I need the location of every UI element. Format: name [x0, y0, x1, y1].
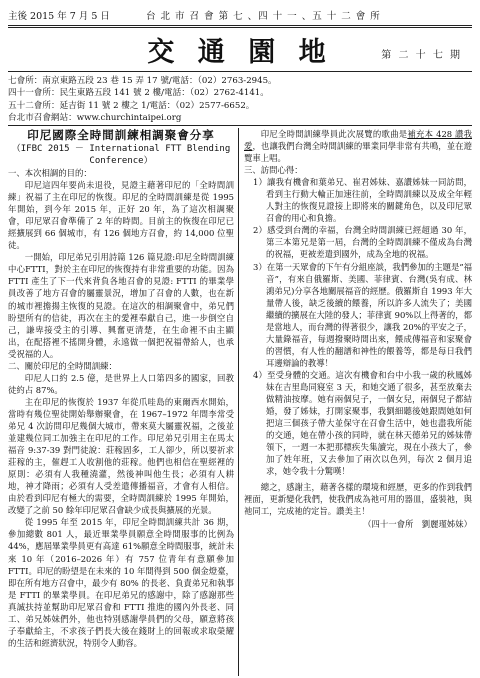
left-column	[8, 128, 234, 649]
reflection-item-2: 2）感受到台灣的幸福，台灣全時間訓練已經超過 30 年，第三本第兄是第一屆，台灣的全時間訓練不僅成為台灣的祝福，更被差遣到國外，成為全地的祝福。	[253, 225, 472, 260]
header-rule-top	[8, 25, 472, 26]
section-1-paragraph-2: 一開始，印尼弟兄引用詩篇 126 篇見證:印尼全時間訓練中心FTTI，對於主在印尼的恢復持有非常重要的功能。因為 FTTI 產生了下一代來背負各地召會的見證: FTTI 的畢業學員改善了地方召會的屬靈景況，增加了召會的人數，也在新的城市裡擔揚主恢復的見證。在這次的相調聚會中，弟兄們盼望所有的信徒，再次在主的愛裡奉獻自己，進一步倒空自己，謙卑接受主的引導、興奮更清楚，在生命裡不由主顯出，在配搭裡不搖開身體，永遠做一個把祝福帶給人，也承受祝福的人。	[8, 252, 234, 359]
bulletin-title: 交 通 園 地	[147, 37, 333, 68]
section-2-paragraph-1: 印尼人口約 2.5 億，是世界上人口第四多的國家，回教徒約占 87%。	[8, 372, 234, 395]
section-1-paragraph-1: 印尼這四年要尚未退役，見證主藉著印尼的「全時間訓練」祝福了主在印尼的恢復。印尼的全時間訓練是從 1995 年開始，到今年 2015 年，正好 20 年，為了這次相調聚會，印尼眾召會準備了 2 年的時間。目前主的恢復在印尼已經擴展到 66 個城市，有 126 個地方召會，約 14,000 位聖徒。	[8, 180, 234, 251]
article-subtitle-line-1: （IFBC 2015 － International FTT Blending	[11, 144, 231, 154]
reflection-item-1: 1）讓我有機會和葉弟兄、崔君姊妹、嘉讚姊妹一同訪問，看到主行動大輪正加速往前，全時間訓練以及成全年輕人對主的恢復見證接上即將來的關鍵角色，以及印尼眾召會的用心和負擔。	[253, 177, 472, 224]
header-rule-top-2	[8, 27, 472, 28]
section-3-heading: 三、訪問心得：	[244, 165, 303, 176]
address-hall-52: 五十二會所：延吉街 11 號 2 樓之 1/電話：（02）2577-6652。	[8, 100, 255, 111]
issue-number: 第 二 十 七 期	[381, 50, 462, 61]
address-block	[8, 75, 277, 124]
header-rule-bottom	[8, 125, 472, 126]
address-hall-7: 七會所：南京東路五段 23 巷 15 弄 17 號/電話：（02）2763-2945。	[8, 76, 277, 86]
section-1-heading: 一、本次相調的目的：	[8, 168, 92, 178]
article-title: 印尼國際全時間訓練相調聚會分享	[27, 128, 215, 142]
meeting-halls-label: 台 北 市 召 會 第 七 、四 十 一 、五 十 二 會 所	[146, 11, 381, 22]
hymn-reference: 補充本 428 讚我愛	[244, 129, 472, 152]
address-hall-41: 四十一會所：民生東路五段 141 號 2 樓/電話：（02）2762-4141。	[8, 88, 269, 99]
reflection-item-4: 4）至受身體的交通。這次有機會和台中小我一歲的秋鳳姊妹在吉里島同寢室 3 天，和她交通了很多，甚至放棄去做精油按摩。她有兩個兒子，一個女兒，兩個兒子都結婚，發了姊妹，打開家聚事，我劉細聽後她跟間她如何把這三個孩子帶大並保守在召會生活中，她也盡我所能的交通，她在帶小孩的同時，就在林天德弟兄的姊妹帶領下，一週一本把那標疾失集讀完，現在小孩大了，參加了姓年班，又去參加了兩次以色列，每次 2 個月追求，她令我十分驚嘆！	[253, 369, 472, 477]
header-row	[8, 8, 472, 22]
church-website-link[interactable]: 台北市召會網站：www.churchintaipei.org	[8, 112, 182, 123]
hymn-outro-text: ，也讓我們台灣全時間訓練的畢業同學非常有共鳴，並在遊覽車上唱。	[244, 141, 473, 164]
section-2-heading: 二、關於印尼的全時間訓練：	[8, 360, 117, 371]
column-divider	[238, 128, 239, 676]
section-2-paragraph-3: 從 1995 年至 2015 年，印尼全時間訓練共計 36 期，參加總數 801 人，最近畢業學員願意全時間服事的比例為 44%，應屆畢業學員更有高達 61%願意全時間服事，統計未來 10 年（2016–2026 年）有 757 位青年有意願參加 FTTI。印尼的盼望是在未來的 10 年間得到 500 個金燈臺，即在所有地方召會中，最少有 80% 的長老、負責弟兄和執事是 FTTI 的畢業學員。在印尼弟兄的感謝中，除了感謝那些真誠扶持並幫助印尼眾召會和 FTTI 推進的國內外長老、同工、弟兄姊妹們外，他也特別感謝學員們的父母，願意將孩子奉獻給主，不求孩子們長大後在錢財上的回報或求取榮耀的生活和經濟狀況，特別令人動容。	[8, 517, 234, 648]
article-subtitle-line-2: Conference）	[89, 156, 153, 166]
header-rule-mid	[8, 71, 472, 72]
right-column	[244, 128, 472, 530]
hymn-intro-text: 印尼全時間訓練學員此次展覽的歌曲是	[260, 129, 408, 139]
reflection-item-3: 3）在第一天眾會的下午有分組座談，我們參加的主題是”福音”，有來自俄羅斯、美國、菲律賓、台灣(吳有成、林鴻弟兄)分享各地關展福音的經歷。俄羅斯自 1993 年大量帶人後，缺乏後續的餵養，所以許多人流失了；美國繼續的擴展在大陸的發人；菲律賓 90%以上得著的，都是當地人，而台灣的得著很少，讓我 20%的平安之子，大量錄福音，每週撥聚時間出來，餵成傳福音和家聚會的習慣，有人性的翻譜和神性的餵養等，都是每日我們耳邊辯論的教導！	[253, 261, 472, 368]
section-2-paragraph-4	[244, 128, 472, 164]
closing-paragraph: 總之，感謝主，藉著各樣的環境和經歷，更多的作到我們裡面，更新變化我們，使我們成為祂可用的器皿，盛裝祂，與祂同工，完成祂的定旨。讚美主！	[244, 482, 472, 517]
section-2-paragraph-2: 主在印尼的恢復於 1937 年從爪哇島的東爾西水開始，當時有幾位聖徒開始舉辦聚會，在 1967–1972 年間李常受弟兄 4 次訪問印尼幾個大城市，帶來莫大屬靈祝福，之後並並建幾位同工加強主在印尼的工作。印尼弟兄引用主在馬太福音 9:37-39 對門徒說：莊稼固多，工人卻少，所以要祈求莊稼的主，催趕工人收割他的莊稼。他們也相信在聖經裡的原則：必須有人我種澆灌，然後神叫他生長；必須有人耕地，神才降雨；必須有人受差遣傳播福音，才會有人相信。由於看到印尼有極大的需要，全時間訓練於 1995 年開始，改變了之前 50 餘年印尼眾召會缺少成長與擴展的光景。	[8, 396, 234, 516]
date-label: 主後 2015 年 7 月 5 日	[8, 11, 110, 22]
author-signature: （四十一會所 劉麗瑾姊妹）	[363, 518, 472, 529]
